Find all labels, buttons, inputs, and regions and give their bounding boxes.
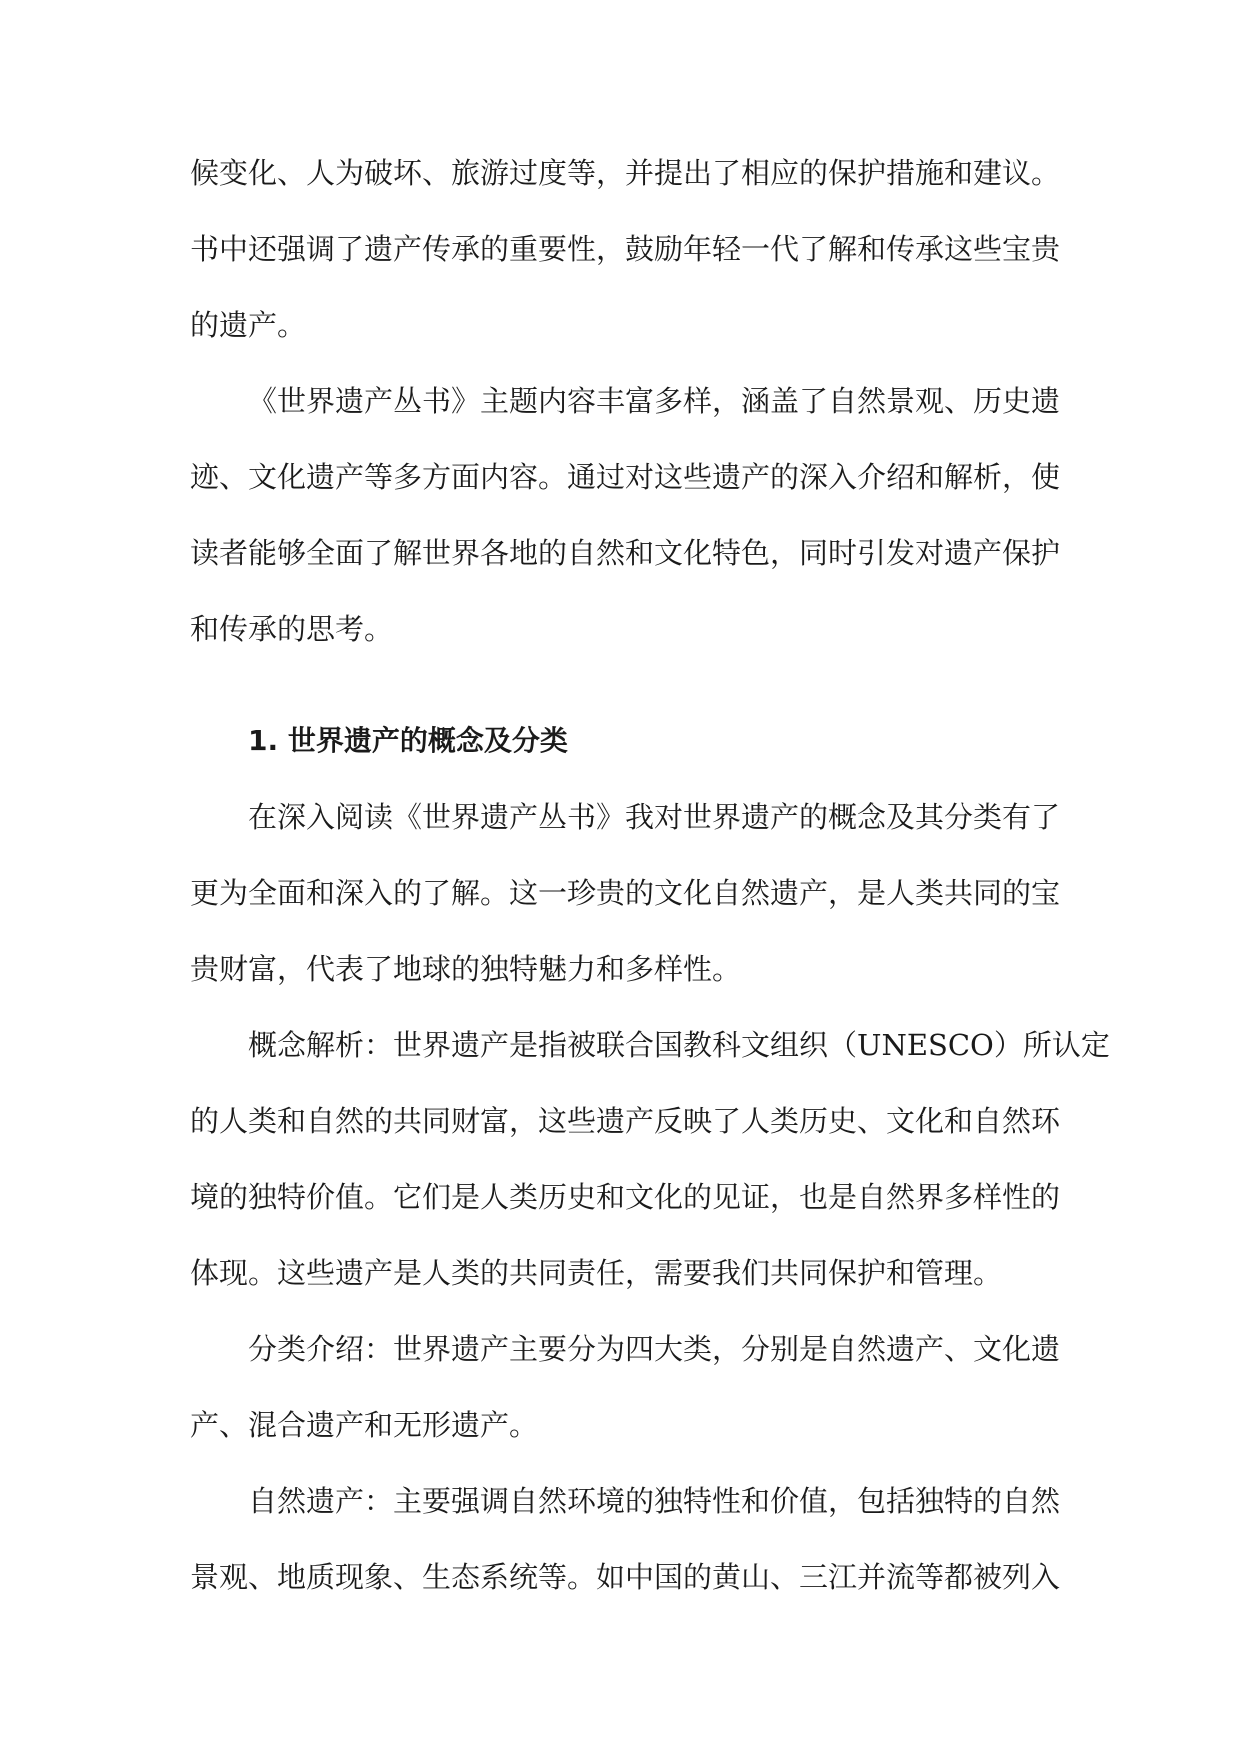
- text-line: 更为全面和深入的了解。这一珍贵的文化自然遗产，是人类共同的宝: [190, 876, 1061, 910]
- text-line: 候变化、人为破坏、旅游过度等，并提出了相应的保护措施和建议。: [190, 156, 1061, 190]
- text-line: 概念解析：世界遗产是指被联合国教科文组织（UNESCO）所认定: [248, 1028, 1110, 1062]
- text-line: 体现。这些遗产是人类的共同责任，需要我们共同保护和管理。: [190, 1256, 1003, 1290]
- paragraph: [190, 1463, 1061, 1615]
- paragraph: [190, 1007, 1110, 1311]
- text-line: 读者能够全面了解世界各地的自然和文化特色，同时引发对遗产保护: [190, 536, 1061, 570]
- text-line: 和传承的思考。: [190, 612, 394, 646]
- text-line: 景观、地质现象、生态系统等。如中国的黄山、三江并流等都被列入: [190, 1560, 1061, 1594]
- paragraph: [190, 363, 1061, 667]
- text-line: 的人类和自然的共同财富，这些遗产反映了人类历史、文化和自然环: [190, 1104, 1061, 1138]
- text-line: 的遗产。: [190, 308, 307, 342]
- text-line: 《世界遗产丛书》主题内容丰富多样，涵盖了自然景观、历史遗: [248, 384, 1061, 418]
- document-page: [190, 135, 1110, 1615]
- text-line: 自然遗产：主要强调自然环境的独特性和价值，包括独特的自然: [248, 1484, 1061, 1518]
- text-line: 书中还强调了遗产传承的重要性，鼓励年轻一代了解和传承这些宝贵: [190, 232, 1061, 266]
- text-line: 境的独特价值。它们是人类历史和文化的见证，也是自然界多样性的: [190, 1180, 1061, 1214]
- text-line: 迹、文化遗产等多方面内容。通过对这些遗产的深入介绍和解析，使: [190, 460, 1061, 494]
- paragraph: [190, 779, 1061, 1007]
- text-line: 在深入阅读《世界遗产丛书》我对世界遗产的概念及其分类有了: [248, 800, 1061, 834]
- paragraph: [190, 1311, 1061, 1463]
- section-heading: 1. 世界遗产的概念及分类: [248, 724, 568, 757]
- text-line: 分类介绍：世界遗产主要分为四大类，分别是自然遗产、文化遗: [248, 1332, 1061, 1366]
- text-line: 产、混合遗产和无形遗产。: [190, 1408, 539, 1442]
- paragraph: [190, 135, 1061, 363]
- text-line: 贵财富，代表了地球的独特魅力和多样性。: [190, 952, 742, 986]
